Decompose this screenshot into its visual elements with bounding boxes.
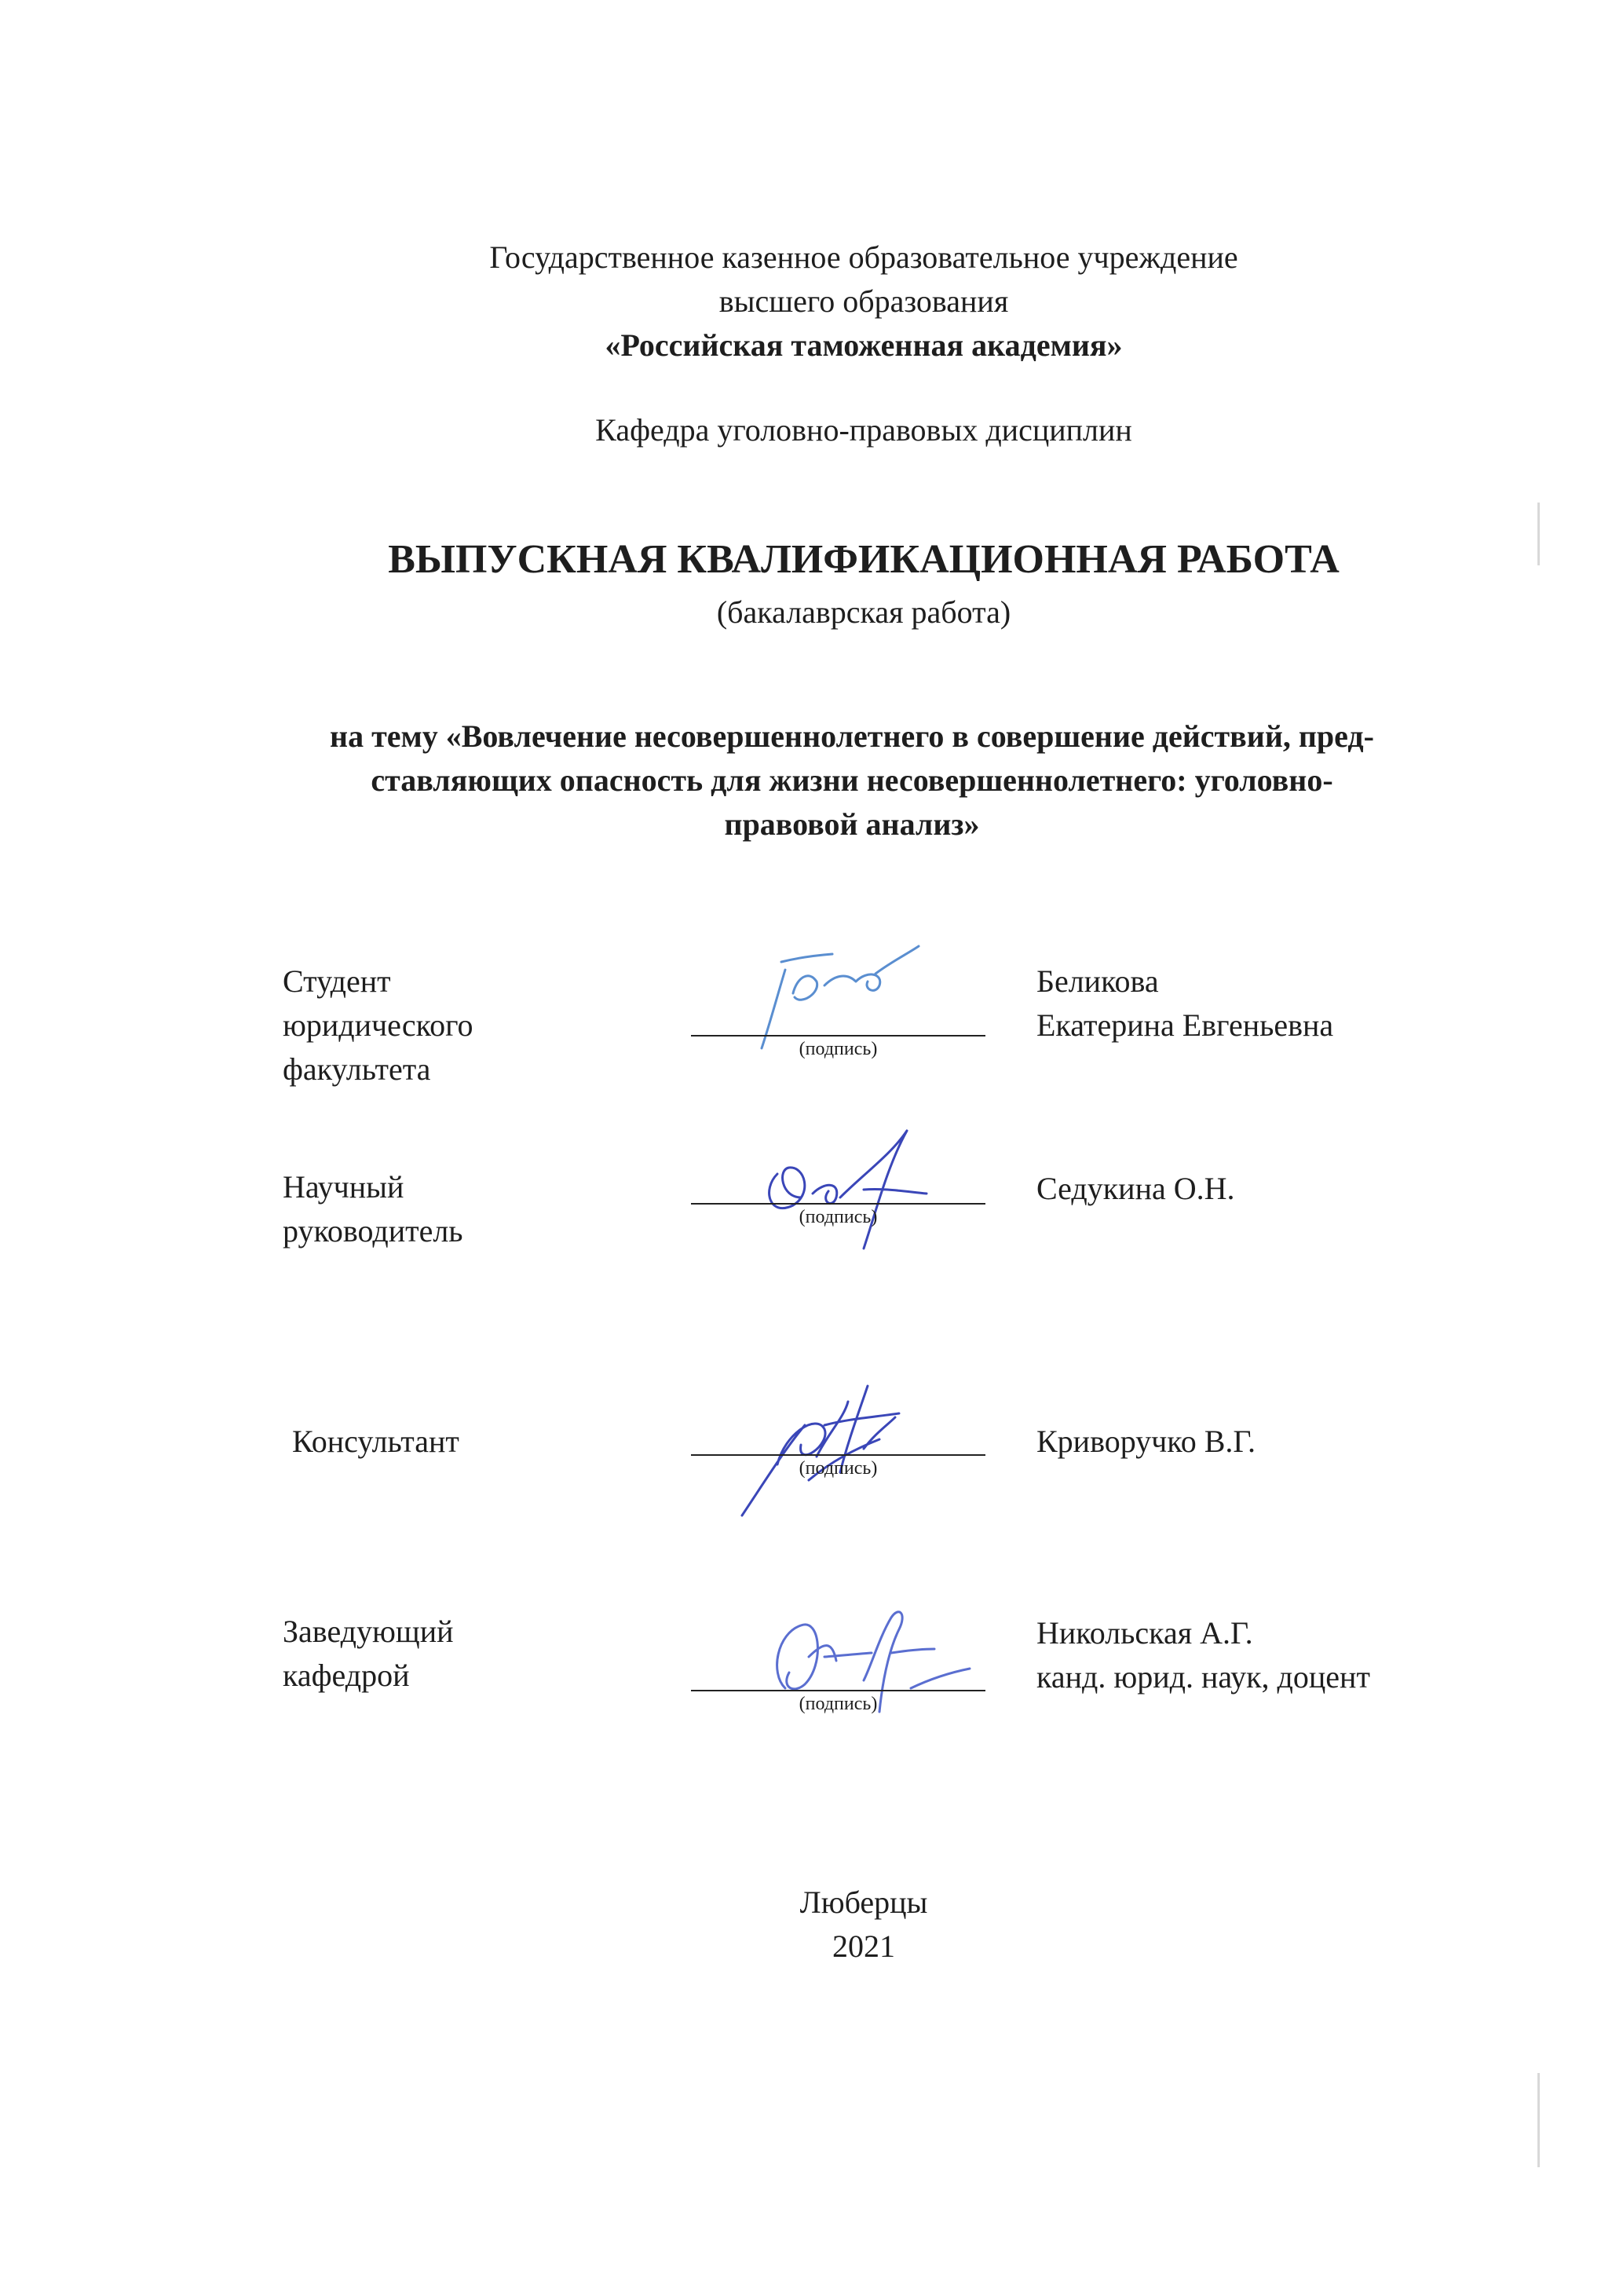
institution-line-2: высшего образования [718,283,1009,319]
footer [236,1881,1492,1969]
signature-caption: (подпись) [799,1694,878,1714]
signature-line [691,1690,985,1691]
institution-header [236,236,1492,367]
thesis-topic [259,715,1445,846]
topic-line-2: ставляющих опасность для жизни несовершеннолетнего: уголовно- [371,762,1333,798]
student-name [1036,960,1333,1047]
supervisor-role [283,1165,463,1253]
scan-edge-mark [1537,503,1540,565]
signature-line [691,1035,985,1036]
role-line: Консультант [292,1424,459,1459]
role-line: кафедрой [283,1658,410,1693]
name-line: Екатерина Евгеньевна [1036,1007,1334,1043]
signature-caption: (подпись) [799,1207,878,1227]
document-title: ВЫПУСКНАЯ КВАЛИФИКАЦИОННАЯ РАБОТА [388,537,1340,582]
student-role [283,960,473,1091]
role-line: Заведующий [283,1614,454,1649]
document-subtitle: (бакалаврская работа) [716,594,1011,630]
topic-line-3: правовой анализ» [724,806,980,842]
head-of-department-role [283,1610,454,1698]
name-line: канд. юрид. наук, доцент [1036,1659,1370,1695]
name-line: Криворучко В.Г. [1036,1424,1256,1459]
consultant-name [1036,1420,1256,1464]
role-line: юридического [283,1007,473,1043]
head-of-department-name [1036,1611,1370,1699]
city: Люберцы [799,1885,928,1920]
name-line: Седукина О.Н. [1036,1171,1235,1206]
consultant-signature [730,1370,919,1519]
role-line: Студент [283,963,391,999]
consultant-role [292,1420,459,1464]
institution-line-1: Государственное казенное образовательное учреждение [489,239,1238,275]
department: Кафедра уголовно-правовых дисциплин [595,412,1132,448]
role-line: руководитель [283,1213,463,1249]
supervisor-signature [746,1119,950,1252]
signature-caption: (подпись) [799,1039,878,1059]
role-line: факультета [283,1051,431,1087]
institution-name: «Российская таможенная академия» [605,327,1123,363]
name-line: Никольская А.Г. [1036,1615,1253,1651]
topic-line-1: на тему «Вовлечение несовершеннолетнего в совершение действий, пред- [330,718,1374,754]
scan-edge-mark [1537,2073,1540,2167]
name-line: Беликова [1036,963,1159,999]
year: 2021 [832,1929,895,1964]
supervisor-name [1036,1167,1235,1211]
signature-line [691,1203,985,1205]
signature-caption: (подпись) [799,1458,878,1479]
role-line: Научный [283,1169,404,1205]
signature-line [691,1454,985,1456]
